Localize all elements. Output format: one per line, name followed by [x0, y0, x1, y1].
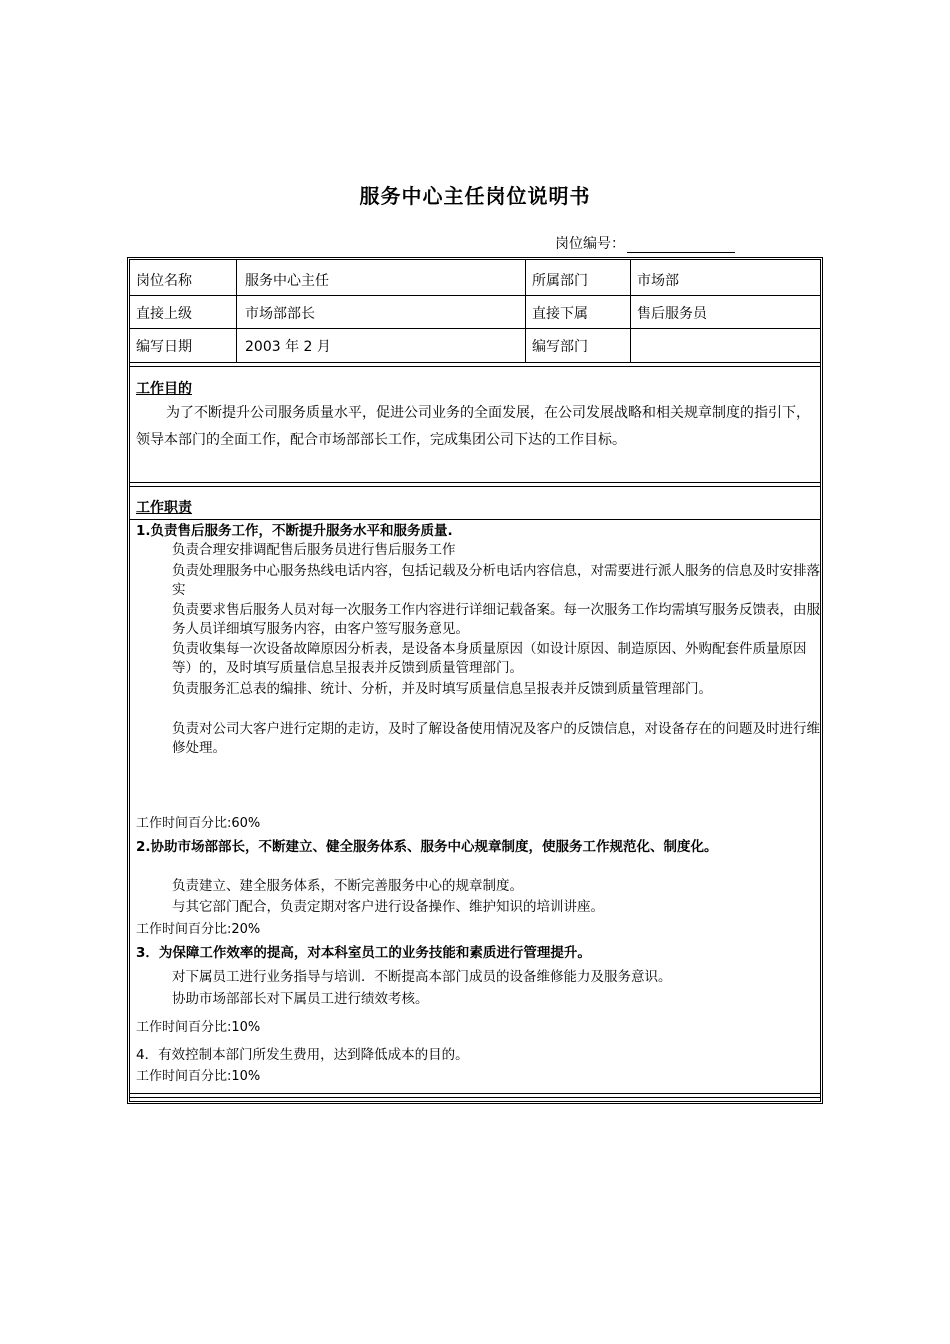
label-department: 所属部门: [532, 273, 588, 289]
duty-item-text: 负责对公司大客户进行定期的走访，及时了解设备使用情况及客户的反馈信息，对设备存在的问题及时进行维修处理。: [172, 721, 820, 756]
purpose-text: [136, 400, 816, 454]
position-number-label: 岗位编号：: [555, 236, 625, 252]
label-date: 编写日期: [136, 339, 192, 355]
duty-item-text: 协助市场部部长对下属员工进行绩效考核。: [172, 991, 429, 1007]
job-description-frame: [127, 257, 823, 1104]
table-divider: [525, 260, 526, 362]
table-divider: [236, 260, 237, 362]
label-writing-dept: 编写部门: [532, 339, 588, 355]
duty-group-title: 3．为保障工作效率的提高，对本科室员工的业务技能和素质进行管理提升。: [136, 945, 591, 961]
value-subordinate: 售后服务员: [637, 306, 707, 322]
duty-item: [136, 562, 820, 600]
time-percentage: 工作时间百分比:60%: [136, 816, 261, 831]
duty-group-title: 4．有效控制本部门所发生费用，达到降低成本的目的。: [136, 1047, 469, 1063]
label-subordinate: 直接下属: [532, 306, 588, 322]
duty-item: [136, 720, 820, 758]
duty-item: [136, 990, 820, 1009]
duty-group-title: 2.协助市场部部长，不断建立、健全服务体系、服务中心规章制度，使服务工作规范化、制度化。: [136, 839, 718, 855]
position-number: [555, 233, 735, 253]
duty-item: [136, 898, 820, 917]
duty-item: [136, 968, 820, 987]
duty-item-text: 与其它部门配合，负责定期对客户进行设备操作、维护知识的培训讲座。: [172, 899, 604, 915]
duty-item: [136, 541, 820, 560]
table-divider: [630, 260, 631, 362]
purpose-heading: 工作目的: [136, 381, 192, 397]
duty-item-text: 负责收集每一次设备故障原因分析表，是设备本身质量原因（如设计原因、制造原因、外购配套件质量原因等）的，及时填写质量信息呈报表并反馈到质量管理部门。: [172, 641, 807, 676]
duty-item: [136, 601, 820, 639]
value-department: 市场部: [637, 273, 679, 289]
purpose-body: 为了不断提升公司服务质量水平，促进公司业务的全面发展，在公司发展战略和相关规章制度的指引下，领导本部门的全面工作，配合市场部部长工作，完成集团公司下达的工作目标。: [136, 405, 810, 448]
duty-item-text: 负责建立、建全服务体系，不断完善服务中心的规章制度。: [172, 878, 523, 894]
duty-item-text: 对下属员工进行业务指导与培训．不断提高本部门成员的设备维修能力及服务意识。: [172, 969, 672, 985]
time-percentage: 工作时间百分比:20%: [136, 922, 261, 937]
document-title: 服务中心主任岗位说明书: [359, 184, 591, 208]
position-number-field[interactable]: [627, 238, 735, 253]
value-date: 2003 年 2 月: [245, 339, 331, 355]
value-position-name: 服务中心主任: [245, 273, 329, 289]
section-divider: [130, 482, 820, 487]
label-position-name: 岗位名称: [136, 273, 192, 289]
duty-item: [136, 680, 820, 699]
frame-bottom-divider: [130, 1093, 820, 1098]
duties-heading: 工作职责: [136, 500, 192, 516]
duty-item-text: 负责处理服务中心服务热线电话内容，包括记载及分析电话内容信息，对需要进行派人服务的信息及时安排落实: [172, 563, 820, 598]
table-row-divider: [130, 328, 820, 329]
section-divider: [130, 362, 820, 367]
duty-item-text: 负责合理安排调配售后服务员进行售后服务工作: [172, 542, 456, 558]
value-superior: 市场部部长: [245, 306, 315, 322]
duties-heading-divider: [130, 519, 820, 520]
duty-item-text: 负责要求售后服务人员对每一次服务工作内容进行详细记载备案。每一次服务工作均需填写服务反馈表，由服务人员详细填写服务内容，由客户签写服务意见。: [172, 602, 820, 637]
time-percentage: 工作时间百分比:10%: [136, 1069, 261, 1084]
duty-item: [136, 877, 820, 896]
duty-item-text: 负责服务汇总表的编排、统计、分析，并及时填写质量信息呈报表并反馈到质量管理部门。: [172, 681, 712, 697]
time-percentage: 工作时间百分比:10%: [136, 1020, 261, 1035]
label-superior: 直接上级: [136, 306, 192, 322]
duty-group-title: 1.负责售后服务工作，不断提升服务水平和服务质量.: [136, 523, 453, 539]
duty-item: [136, 640, 820, 678]
table-row-divider: [130, 295, 820, 296]
